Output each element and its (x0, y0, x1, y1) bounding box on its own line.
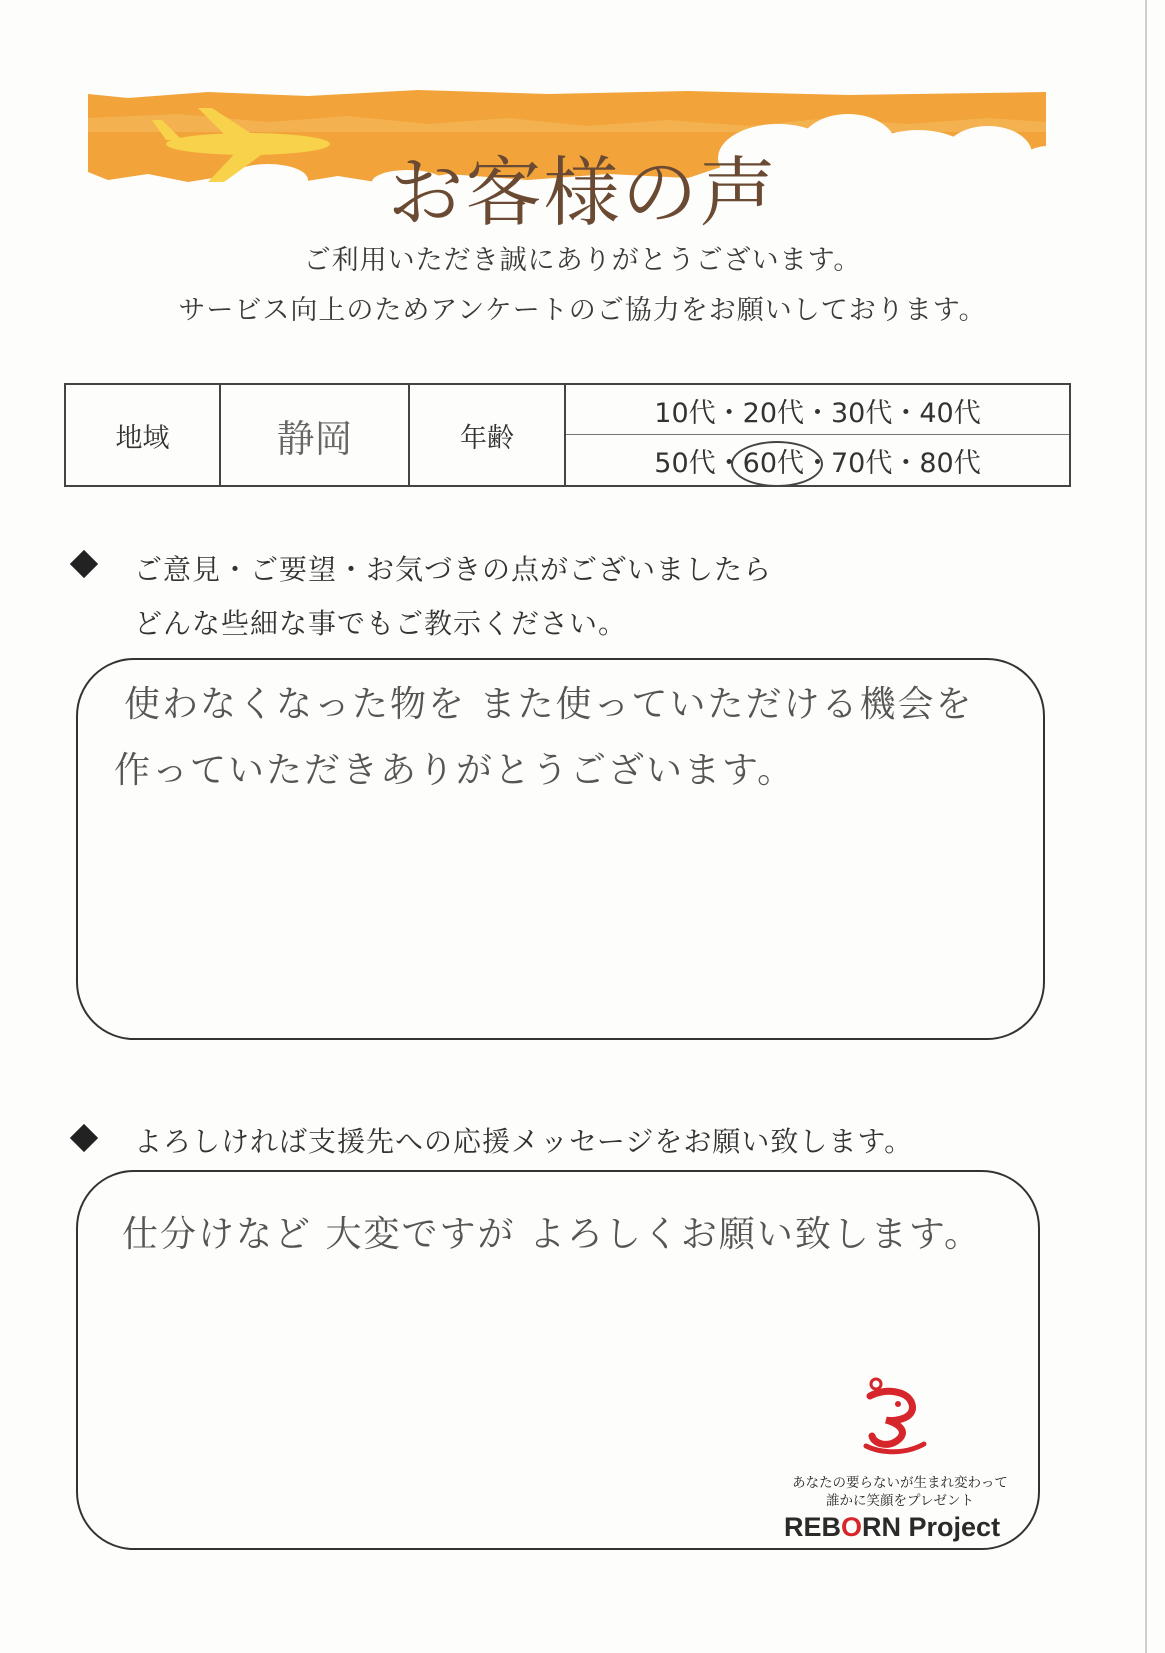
support-prompt: よろしければ支援先への応援メッセージをお願い致します。 (134, 1125, 914, 1158)
logo-tagline-1: あなたの要らないが生まれ変わって (792, 1475, 1008, 1491)
bullet-diamond-icon (70, 550, 98, 578)
logo-name-part-2: RN Project (862, 1512, 1001, 1542)
intro-line-1: ご利用いただき誠にありがとうございます。 (303, 245, 862, 276)
page-title: お客様の声 (387, 148, 778, 237)
age-options-row-1: 10代・20代・30代・40代 (654, 397, 981, 429)
intro-line-2: サービス向上のためアンケートのご協力をお願いしております。 (178, 295, 987, 326)
region-label: 地域 (66, 385, 221, 485)
feedback-answer-line-1: 使わなくなった物を また使っていただける機会を (124, 684, 974, 725)
logo-tagline-2: 誰かに笑顔をプレゼント (826, 1493, 974, 1509)
feedback-prompt-line-2: どんな些細な事でもご教示ください。 (134, 607, 628, 640)
age-label: 年齢 (410, 385, 566, 485)
logo-name-part-1: REB (784, 1512, 842, 1542)
age-options (566, 385, 1069, 485)
support-answer-line-1: 仕分けなど 大変ですが よろしくお願い致します。 (122, 1214, 983, 1255)
feedback-answer-line-2: 作っていただきありがとうございます。 (114, 750, 796, 791)
info-table (64, 383, 1071, 487)
bullet-diamond-icon (70, 1124, 98, 1152)
reborn-logo-icon (862, 1374, 930, 1456)
logo-name (784, 1512, 1000, 1543)
feedback-prompt-line-1: ご意見・ご要望・お気づきの点がございましたら (134, 553, 773, 586)
logo-name-o: O (841, 1512, 863, 1542)
region-value: 静岡 (221, 385, 410, 485)
age-selection-circle (731, 441, 823, 487)
age-options-row-2: 50代・60代・70代・80代 (654, 447, 981, 479)
